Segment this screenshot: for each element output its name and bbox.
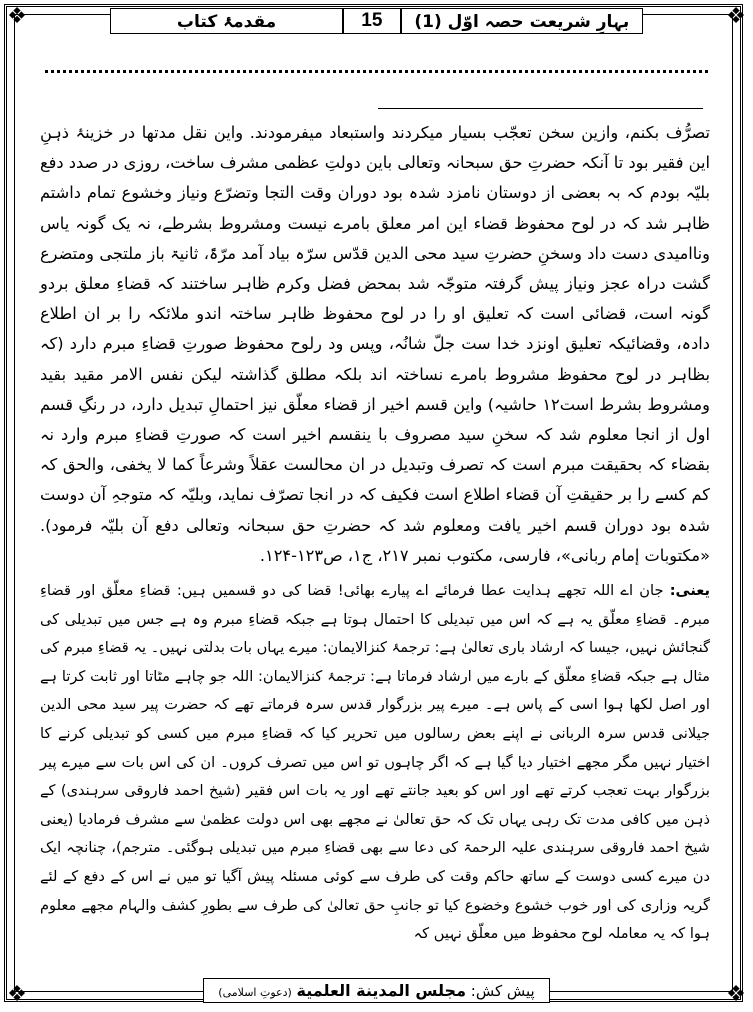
persian-paragraph: تصرُّف بکنم، وازین سخن تعجّب بسیار میکردند واستبعاد میفرمودند. واین نقل مدتها در خزینۂ ذہنِ این فقیر بود تا آنکہ حضرتِ حق سبحانہ وتعالی باین دولتِ عظمی مشرف ساخت، روزی در صدد دفع بلیّہ بودم کہ بہ بعضی از دوستان نامزد شدہ بود دوران وقت التجا وتضرّع ونیاز وخشوع تمام داشتم ظاہر شد کہ در لوح محفوظ قضاء این امر معلق بامرے نیست ومشروط بشرطے، نہ یک گونہ یاس وناامیدی دست داد وسخنِ حضرتِ سید محی الدین قدّس سرّہ بیاد آمد مرّۃً، ثانیۃ باز ملتجی ومتضرع گشت دراہ عجز ونیاز پیش گرفتہ متوجّہ شد بمحض فضل وکرم ظاہر ساختند کہ قضاءِ معلق بردو گونہ است، قضائی است کہ تعلیق او را در لوح محفوظ ظاہر ساختہ اندو ملائکہ را بر ان اطلاع دادہ، وقضائیکہ تعلیق اونزد خدا ست جلّ شانُہ، وپس ود رلوح محفوظ صورتِ قضاءِ مبرم دارد (کہ بظاہر در لوح محفوظ مشروط بامرے نساختہ اند بلکہ مطلق گذاشتہ لیکن نفس الامر مقید بقید ومشروط بشرط است۱۲ حاشیہ) واین قسم اخیر از قضاء معلّق نیز احتمالِ تبدیل دارد، در رنگِ قسم اول از انجا معلوم شد کہ سخنِ سید مصروف با ینقسم اخیر است کہ صورتِ قضاءِ مبرم وارد نہ بقضاء کہ بحقیقت مبرم است کہ تصرف وتبدیل در ان محالست عقلاً وشرعاً کما لا یخفی، والحق کہ کم کسے را بر حقیقتِ آن قضاء اطلاع است فکیف کہ در انجا تصرّف نماید، وبلیّہ کہ متوجہِ آن دوست شدہ بود دوران قسم اخیر یافت ومعلوم شد کہ حضرتِ حق سبحانہ وتعالی دفع آن بلیّہ فرمود). «مکتوبات إمام ربانی»، فارسی، مکتوب نمبر ۲۱۷، ج۱، ص۱۲۳-۱۲۴.: [40, 123, 710, 565]
footnote-rule: [378, 108, 703, 109]
corner-ornament-icon: ❖: [7, 982, 27, 1007]
persian-quote: [40, 118, 710, 571]
page-number: 15: [343, 8, 400, 34]
publisher-name: مجلس المدينة العلمية: [296, 981, 466, 1000]
section-title: مقدمۂ کتاب: [110, 8, 343, 34]
urdu-translation: [40, 577, 710, 949]
dotted-divider: [45, 70, 708, 73]
corner-ornament-icon: ❖: [726, 982, 746, 1007]
urdu-paragraph-wrap: [40, 577, 710, 949]
book-title: بہارِ شریعت حصہ اوّل (1): [401, 8, 643, 34]
publisher-sub: (دعوتِ اسلامی): [218, 986, 292, 999]
urdu-lead: یعنی:: [669, 582, 710, 600]
page-header: [110, 6, 643, 36]
page-body: [40, 118, 710, 949]
publisher-label: پیش کش:: [470, 982, 535, 1000]
corner-ornament-icon: ❖: [7, 4, 27, 29]
publisher-box: [203, 978, 549, 1003]
corner-ornament-icon: ❖: [726, 4, 746, 29]
page-footer: [0, 978, 753, 1004]
urdu-paragraph: جان اے اللہ تجھے ہدایت عطا فرمائے اے پیارے بھائی! قضا کی دو قسمیں ہیں: قضاءِ معلّق اور قضاءِ مبرم۔ قضاءِ معلّق یہ ہے کہ اس میں تبدیلی کا احتمال ہوتا ہے جبکہ قضاءِ مبرم وہ ہے جس میں تبدیلی کی گنجائش نہیں، جیسا کہ ارشاد باری تعالیٰ ہے: ترجمۂ کنزالایمان: میرے یہاں بات بدلتی نہیں۔ یہ قضاءِ مبرم کی مثال ہے جبکہ قضاءِ معلّق کے بارے میں ارشاد فرماتا ہے: ترجمۂ کنزالایمان: اللہ جو چاہے مٹاتا اور ثابت کرتا ہے اور اصل لکھا ہوا اسی کے پاس ہے۔ میرے پیر بزرگوار قدس سرہ فرماتے تھے کہ حضرت پیر سید محی الدین جیلانی قدس سرہ الربانی نے اپنے بعض رسالوں میں تحریر کیا کہ قضاءِ مبرم میں کسی کو تبدیلی کرنے کا اختیار نہیں مگر مجھے اختیار دیا گیا ہے کہ اگر چاہوں تو اس میں تصرف کروں۔ ان کی اس بات سے میرے پیر بزرگوار بہت تعجب کرتے تھے اور اس کو بعید جانتے تھے اور یہ بات اس فقیر (شیخ احمد فاروقی سرہندی) کے ذہن میں کافی مدت تک رہی یہاں تک کہ حق تعالیٰ نے مجھے بھی اس دولت عظمیٰ سے مشرف فرمادیا (یعنی شیخ احمد فاروقی سرہندی علیہ الرحمۃ کی دعا سے بھی قضاءِ مبرم میں تبدیلی ہوگئی۔ مترجم)، چنانچہ ایک دن میرے کسی دوست کے ساتھ حاکم وقت کی طرف سے کوئی مسئلہ پیش آگیا تو میں نے اس کے دفع کے لئے گریہ وزاری کی اور خوب خشوع وخضوع کیا تو جانبِ حق تعالیٰ کی طرف سے بطورِ کشف والہام مجھے معلوم ہوا کہ یہ معاملہ لوح محفوظ میں معلّق نہیں کہ: [40, 582, 710, 943]
